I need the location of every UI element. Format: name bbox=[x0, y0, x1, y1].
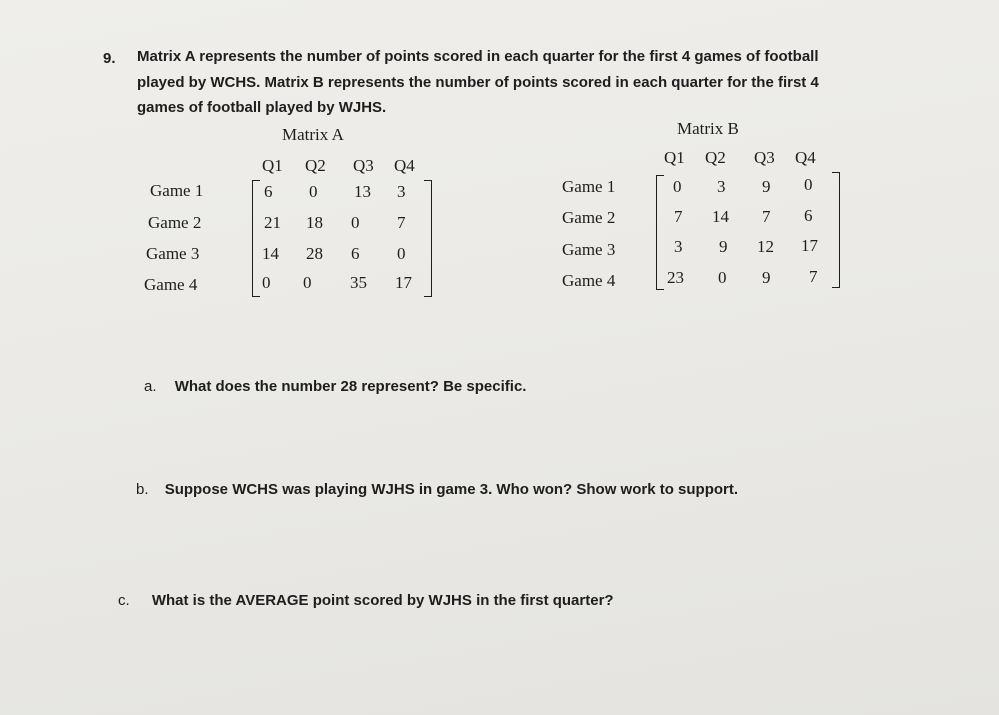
matrix-b-cell: 3 bbox=[717, 177, 726, 196]
matrix-b-cell: 9 bbox=[762, 268, 771, 287]
question-text-line-2: played by WCHS. Matrix B represents the number of points scored in each quarter for the first 4 bbox=[137, 74, 819, 91]
matrix-a-cell: 7 bbox=[397, 213, 406, 232]
matrix-a-left-bracket bbox=[252, 180, 260, 297]
matrix-a-col-header: Q4 bbox=[394, 156, 415, 175]
part-c-label: c. bbox=[118, 592, 130, 609]
matrix-b-cell: 6 bbox=[804, 206, 813, 225]
matrix-b-cell: 0 bbox=[804, 175, 813, 194]
matrix-a-title: Matrix A bbox=[282, 125, 344, 144]
matrix-a-cell: 0 bbox=[262, 273, 271, 292]
part-b-text: Suppose WCHS was playing WJHS in game 3. Who won? Show work to support. bbox=[164, 481, 739, 498]
matrix-a-row-label: Game 3 bbox=[146, 244, 200, 263]
matrix-b-cell: 7 bbox=[809, 267, 818, 286]
matrix-a-right-bracket bbox=[424, 180, 432, 297]
matrix-a-cell: 13 bbox=[354, 182, 371, 201]
matrix-a-row-label: Game 1 bbox=[150, 181, 204, 200]
matrix-b-row-label: Game 2 bbox=[562, 208, 616, 227]
part-c bbox=[118, 592, 614, 609]
matrix-b-col-header: Q4 bbox=[795, 148, 816, 167]
matrix-b-left-bracket bbox=[656, 175, 664, 290]
matrix-b-cell: 12 bbox=[757, 237, 774, 256]
matrix-a-cell: 17 bbox=[395, 273, 412, 292]
matrix-b-row-label: Game 3 bbox=[562, 240, 616, 259]
matrix-a-col-header: Q2 bbox=[305, 156, 326, 175]
matrix-a-row-label: Game 2 bbox=[148, 213, 202, 232]
part-a-text: What does the number 28 represent? Be specific. bbox=[174, 378, 527, 395]
part-c-text-before: What is the bbox=[151, 592, 236, 609]
part-a bbox=[144, 378, 526, 395]
matrix-b-cell: 7 bbox=[762, 207, 771, 226]
matrix-a-cell: 14 bbox=[262, 244, 279, 263]
matrix-a-col-header: Q1 bbox=[262, 156, 283, 175]
matrix-b-row-label: Game 1 bbox=[562, 177, 616, 196]
matrix-b-cell: 9 bbox=[719, 237, 728, 256]
matrix-a-cell: 28 bbox=[306, 244, 323, 263]
matrix-b-cell: 17 bbox=[801, 236, 818, 255]
matrix-a-col-header: Q3 bbox=[353, 156, 374, 175]
question-text-line-3: games of football played by WJHS. bbox=[137, 99, 387, 116]
part-c-emphasis: AVERAGE bbox=[235, 592, 309, 609]
question-text-line-1: Matrix A represents the number of points scored in each quarter for the first 4 games of football bbox=[137, 48, 819, 65]
part-b-label: b. bbox=[136, 481, 149, 498]
matrix-b-cell: 7 bbox=[674, 207, 683, 226]
matrix-b-cell: 3 bbox=[674, 237, 683, 256]
matrix-a-cell: 35 bbox=[350, 273, 367, 292]
matrix-b-cell: 14 bbox=[712, 207, 729, 226]
matrix-a-row-label: Game 4 bbox=[144, 275, 198, 294]
matrix-a-cell: 18 bbox=[306, 213, 323, 232]
matrix-b-col-header: Q2 bbox=[705, 148, 726, 167]
matrix-a-cell: 6 bbox=[264, 182, 273, 201]
matrix-b-cell: 23 bbox=[667, 268, 684, 287]
question-number: 9. bbox=[103, 50, 116, 67]
matrix-a-cell: 3 bbox=[397, 182, 406, 201]
matrix-b-col-header: Q3 bbox=[754, 148, 775, 167]
matrix-a-cell: 6 bbox=[351, 244, 360, 263]
matrix-b-cell: 0 bbox=[718, 268, 727, 287]
matrix-b-col-header: Q1 bbox=[664, 148, 685, 167]
matrix-a-cell: 0 bbox=[309, 182, 318, 201]
matrix-b-cell: 0 bbox=[673, 177, 682, 196]
matrix-a-cell: 21 bbox=[264, 213, 281, 232]
matrix-b-cell: 9 bbox=[762, 177, 771, 196]
matrix-a-cell: 0 bbox=[397, 244, 406, 263]
part-c-text-after: point scored by WJHS in the first quarter? bbox=[308, 592, 614, 609]
matrix-b-right-bracket bbox=[832, 172, 840, 288]
matrix-a-cell: 0 bbox=[303, 273, 312, 292]
matrix-a-cell: 0 bbox=[351, 213, 360, 232]
part-b bbox=[136, 481, 738, 498]
matrix-b-row-label: Game 4 bbox=[562, 271, 616, 290]
part-a-label: a. bbox=[144, 378, 157, 395]
matrix-b-title: Matrix B bbox=[677, 119, 739, 138]
